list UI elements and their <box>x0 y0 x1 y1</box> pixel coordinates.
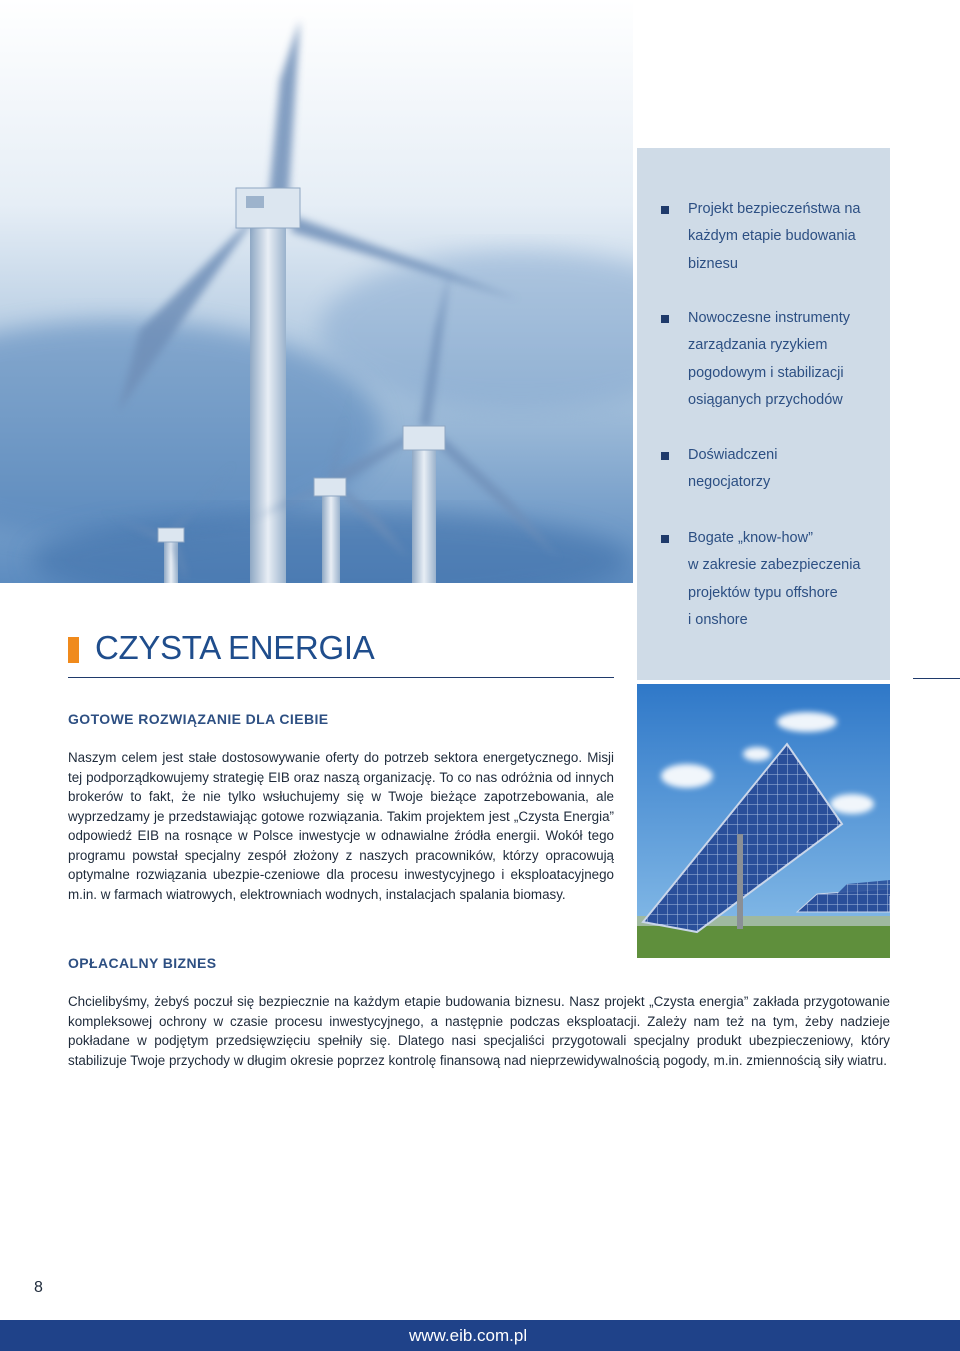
feature-text: Bogate „know-how” w zakresie zabezpieczenia projektów typu offshore i onshore <box>688 530 861 629</box>
features-panel <box>637 148 890 680</box>
feature-item <box>661 442 876 497</box>
feature-item <box>661 525 876 635</box>
wind-turbines-image <box>0 0 633 583</box>
solar-panels-image <box>637 684 890 958</box>
square-bullet-icon <box>661 535 669 543</box>
heading-oplacalny-biznes: OPŁACALNY BIZNES <box>68 955 217 971</box>
page-number: 8 <box>34 1279 43 1296</box>
feature-text: Projekt bezpieczeństwa na każdym etapie budowania biznesu <box>688 201 861 272</box>
paragraph-business: Chcielibyśmy, żebyś poczuł się bezpiecznie na każdym etapie budowania biznesu. Nasz projekt „Czysta energia” zakłada przygotowanie kompleksowej ochrony w czasie procesu inwestycyjnego, a następnie podczas eksploatacji. Zależy nam też na tym, żeby nadzieje pokładane w podjętym przedsięwzięciu spełniły się. Dlatego nasi specjaliści przygotowali specjalny produkt ubezpieczeniowy, który stabilizuje Twoje przychody w długim okresie poprzez kontrolę finansową nad nieprzewidywalnością pogody, m.in. zmiennością siły wiatru. <box>68 994 890 1068</box>
title-divider <box>68 677 614 678</box>
square-bullet-icon <box>661 206 669 214</box>
footer-website-link[interactable]: www.eib.com.pl <box>409 1326 528 1345</box>
feature-item <box>661 196 876 278</box>
square-bullet-icon <box>661 452 669 460</box>
feature-text: Nowoczesne instrumenty zarządzania ryzykiem pogodowym i stabilizacji osiąganych przychodów <box>688 310 850 409</box>
divider <box>913 678 960 679</box>
feature-text: Doświadczeni negocjatorzy <box>688 447 778 491</box>
section-title: CZYSTA ENERGIA <box>95 629 375 666</box>
feature-item <box>661 305 876 415</box>
footer-bar <box>0 1320 960 1351</box>
square-bullet-icon <box>661 315 669 323</box>
heading-gotowe-rozwiazanie: GOTOWE ROZWIĄZANIE DLA CIEBIE <box>68 711 329 727</box>
title-accent-bar <box>68 637 79 663</box>
paragraph-intro: Naszym celem jest stałe dostosowywanie oferty do potrzeb sektora energetycznego. Misji tej podporządkowujemy strategię EIB oraz naszą organizację. To co nas odróżnia od innych brokerów to fakt, że nie tylko wsłuchujemy się w Twoje bieżące zapotrzebowania, ale wyprzedzamy je przedstawiając gotowe rozwiązania. Takim projektem jest „Czysta Energia” odpowiedź EIB na rosnące w Polsce inwestycje w odnawialne źródła energii. Wokół tego programu powstał specjalny zespół złożony z naszych pracowników, którzy opracowują optymalne rozwiązania ubezpie-czeniowe dla procesu inwestycyjnego i eksploatacyjnego m.in. w farmach wiatrowych, elektrowniach wodnych, instalacjach spalania biomasy. <box>68 750 614 902</box>
